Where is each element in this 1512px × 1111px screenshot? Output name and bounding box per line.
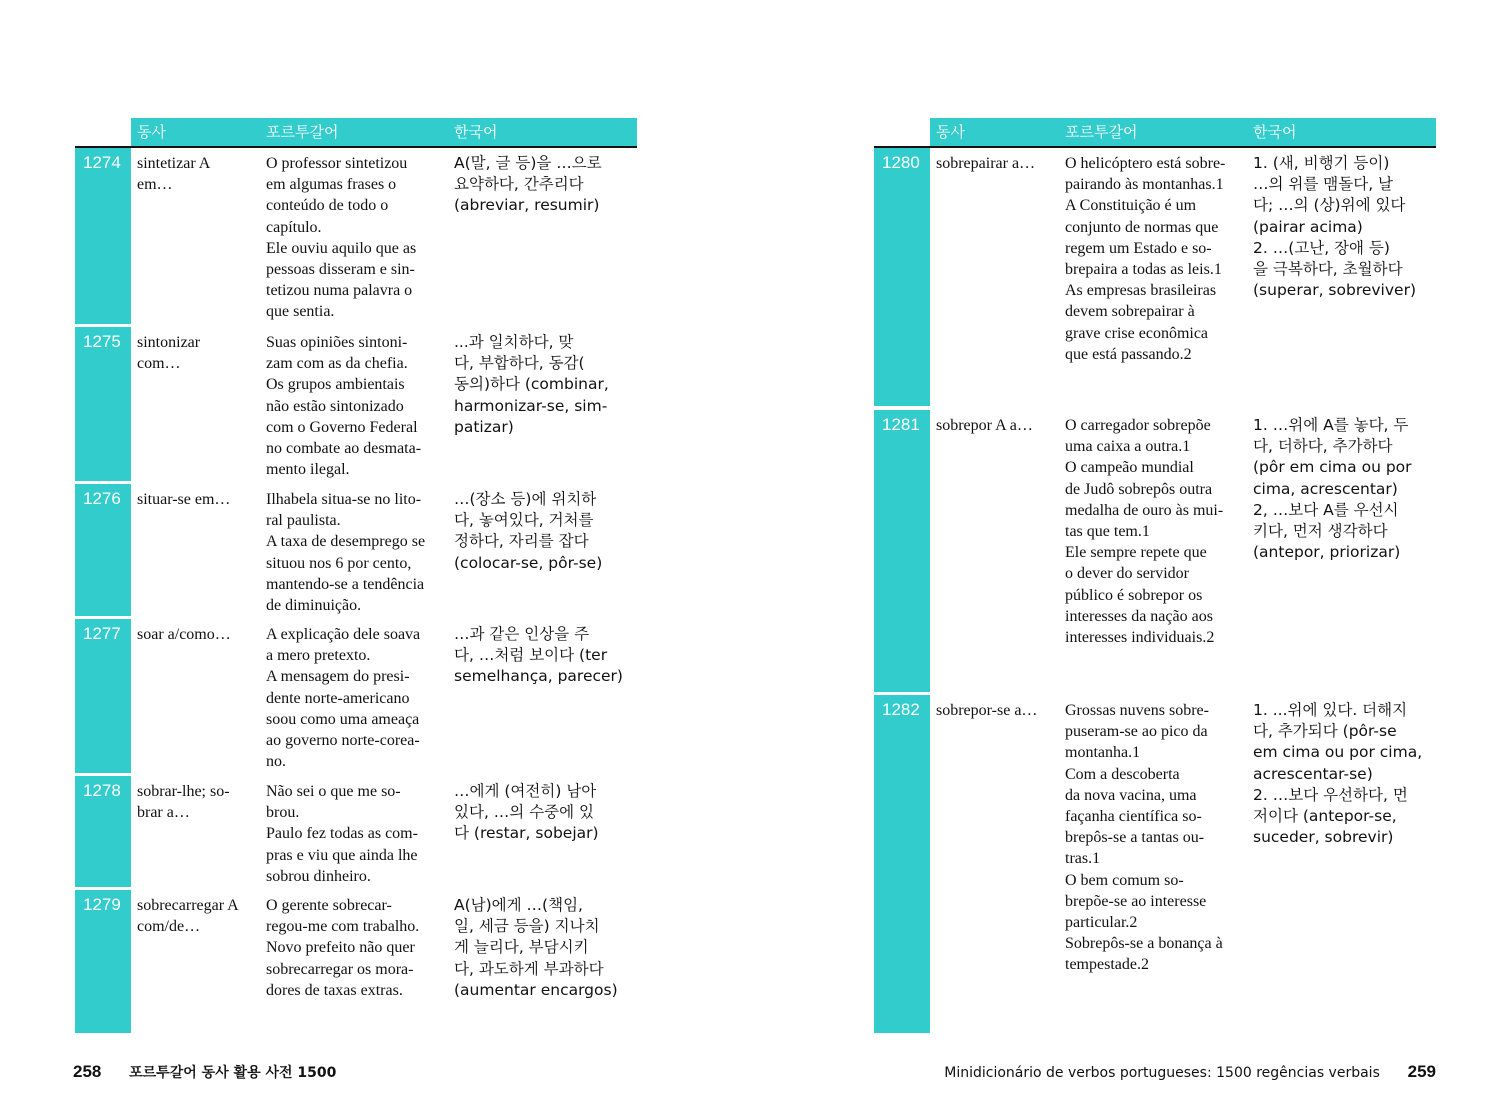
table-row xyxy=(75,890,637,1033)
entry-number: 1277 xyxy=(75,619,131,773)
verb-cell: sobrepor A a… xyxy=(936,417,1033,434)
right-page xyxy=(874,0,1436,1111)
portuguese-example-cell: Suas opiniões sintoni- zam com as da chefia. Os grupos ambientais não estão sintonizado com o Governo Federal no combate ao desmata- mento ilegal. xyxy=(266,334,422,479)
table-row xyxy=(75,776,637,887)
korean-meaning-cell: 1. (새, 비행기 등이) …의 위를 맴돌다, 날 다; …의 (상)위에 있다 (pairar acima) 2. …(고난, 장애 등) 을 극복하다, 초월하다 (superar, sobreviver) xyxy=(1253,154,1416,300)
verb-cell: sobrar-lhe; so- brar a… xyxy=(137,783,230,822)
entry-number: 1275 xyxy=(75,327,131,481)
korean-meaning-cell: …과 같은 인상을 주 다, …처럼 보이다 (ter semelhança, parecer) xyxy=(454,625,623,686)
verb-cell: sobrecarregar A com/de… xyxy=(137,897,239,936)
header-portuguese: 포르투갈어 xyxy=(266,123,339,141)
right-footer xyxy=(944,1062,1436,1082)
running-title: Minidicionário de verbos portugueses: 1500 regências verbais xyxy=(944,1065,1380,1081)
korean-meaning-cell: 1. …위에 A를 놓다, 두 다, 더하다, 추가하다 (pôr em cima ou por cima, acrescentar) 2, …보다 A를 우선시 키다, 먼저 생각하다 (antepor, priorizar) xyxy=(1253,416,1412,562)
table-row xyxy=(75,327,637,481)
table-row xyxy=(75,148,637,324)
left-footer xyxy=(73,1062,336,1082)
table-row xyxy=(874,695,1436,1033)
entry-number: 1280 xyxy=(874,148,930,406)
portuguese-example-cell: A explicação dele soava a mero pretexto. A mensagem do presi- dente norte-americano soou como uma ameaça ao governo norte-corea- no. xyxy=(266,626,421,771)
portuguese-example-cell: O carregador sobrepõe uma caixa a outra.1 O campeão mundial de Judô sobrepôs outra medalha de ouro às mui- tas que tem.1 Ele sempre repete que o dever do servidor público é sobrepor os interesses da nação aos interesses individuais.2 xyxy=(1065,417,1224,647)
page-number: 258 xyxy=(73,1062,102,1081)
header-korean: 한국어 xyxy=(454,123,498,141)
entry-number: 1281 xyxy=(874,410,930,692)
portuguese-example-cell: O helicóptero está sobre- pairando às montanhas.1 A Constituição é um conjunto de normas que regem um Estado e so- brepaira a todas as leis.1 As empresas brasileiras devem sobrepairar à grave crise econômica que está passando.2 xyxy=(1065,155,1226,363)
entry-number: 1278 xyxy=(75,776,131,887)
entry-number: 1282 xyxy=(874,695,930,1033)
table-row xyxy=(75,619,637,773)
portuguese-example-cell: Não sei o que me so- brou. Paulo fez todas as com- pras e viu que ainda lhe sobrou dinheiro. xyxy=(266,783,418,885)
running-title: 포르투갈어 동사 활용 사전 1500 xyxy=(129,1065,337,1081)
entry-number: 1276 xyxy=(75,484,131,616)
verb-cell: situar-se em… xyxy=(137,491,231,508)
korean-meaning-cell: …에게 (여전히) 남아 있다, …의 수중에 있 다 (restar, sobejar) xyxy=(454,782,599,843)
header-verb: 동사 xyxy=(137,123,166,141)
page-number: 259 xyxy=(1407,1062,1436,1081)
table-header xyxy=(131,118,637,148)
entry-number: 1274 xyxy=(75,148,131,324)
portuguese-example-cell: Grossas nuvens sobre- puseram-se ao pico da montanha.1 Com a descoberta da nova vacina, uma façanha científica so- brepôs-se a tantas ou- tras.1 O bem comum so- brepõe-se ao interesse particular.2 Sobrepôs-se a bonança à tempestade.2 xyxy=(1065,702,1223,974)
korean-meaning-cell: …(장소 등)에 위치하 다, 놓여있다, 거처를 정하다, 자리를 잡다 (colocar-se, pôr-se) xyxy=(454,490,603,572)
korean-meaning-cell: A(남)에게 …(책임, 일, 세금 등을) 지나치 게 늘리다, 부담시키 다, 과도하게 부과하다 (aumentar encargos) xyxy=(454,896,618,999)
header-korean: 한국어 xyxy=(1253,123,1297,141)
verb-cell: sintonizar com… xyxy=(137,334,201,373)
table-row xyxy=(75,484,637,616)
table-header xyxy=(930,118,1436,148)
korean-meaning-cell: A(말, 글 등)을 …으로 요약하다, 간추리다 (abreviar, resumir) xyxy=(454,154,602,215)
header-verb: 동사 xyxy=(936,123,965,141)
table-row xyxy=(874,410,1436,692)
portuguese-example-cell: O gerente sobrecar- regou-me com trabalho. Novo prefeito não quer sobrecarregar os mora- dores de taxas extras. xyxy=(266,897,420,999)
verb-cell: soar a/como… xyxy=(137,626,231,643)
korean-meaning-cell: 1. ...위에 있다. 더해지 다, 추가되다 (pôr-se em cima ou por cima, acrescentar-se) 2. …보다 우선하다, 먼 저이다 (antepor-se, suceder, sobrevir) xyxy=(1253,701,1423,847)
portuguese-example-cell: O professor sintetizou em algumas frases o conteúdo de todo o capítulo. Ele ouviu aquilo que as pessoas disseram e sin- tetizou numa palavra o que sentia. xyxy=(266,155,417,321)
verb-cell: sobrepairar a… xyxy=(936,155,1036,172)
portuguese-example-cell: Ilhabela situa-se no lito- ral paulista. A taxa de desemprego se situou nos 6 por cento, mantendo-se a tendência de diminuição. xyxy=(266,491,426,615)
verb-cell: sobrepor-se a… xyxy=(936,702,1038,719)
header-portuguese: 포르투갈어 xyxy=(1065,123,1138,141)
left-page xyxy=(75,0,637,1111)
korean-meaning-cell: ...과 일치하다, 맞 다, 부합하다, 동감( 동의)하다 (combinar, harmonizar-se, sim- patizar) xyxy=(454,333,609,436)
table-row xyxy=(874,148,1436,406)
verb-cell: sintetizar A em… xyxy=(137,155,211,194)
entry-number: 1279 xyxy=(75,890,131,1033)
